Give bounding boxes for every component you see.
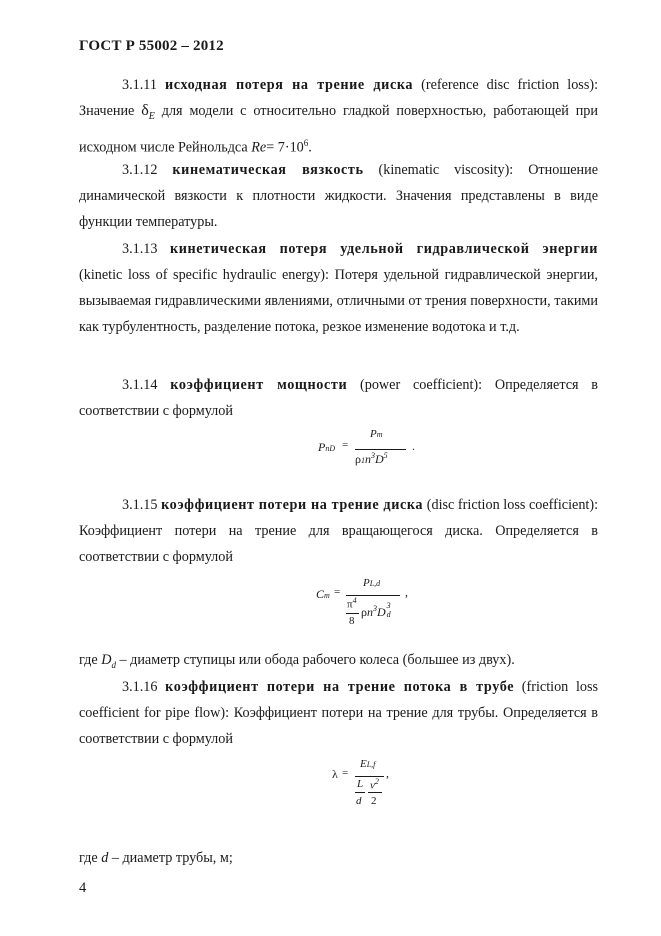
definition-text: для модели с относительно гладкой поверхностью, работающей (161, 103, 569, 119)
definition-text: при исходном числе Рейнольдса (79, 103, 598, 156)
formula-punctuation: , (405, 585, 408, 599)
formula-power-coefficient (318, 428, 428, 468)
formula-symbol: P (363, 577, 370, 589)
formula-exponent: 2 (374, 777, 379, 786)
note-text: – диаметр ступицы или обода рабочего колеса (большее из двух). (119, 652, 515, 668)
definition-text: Отношение динамической вязкости к плотности жидкости. Значения представлены в виде функции температуры. (79, 162, 599, 230)
reynolds-value: = 7·10 (266, 139, 304, 156)
definition-text: Коэффициент потери на трение для вращающегося диска. Определяется в соответствии с формулой (79, 523, 598, 565)
formula-subscript: L,d (369, 579, 381, 588)
formula-subscript: 1 (361, 456, 365, 465)
reynolds-exponent: 6 (303, 137, 309, 148)
formula-exponent: 3 (371, 451, 375, 460)
formula-symbol: v (370, 779, 375, 792)
note-pipe-diameter (79, 845, 598, 871)
definition-text: Определяется в соответствии с формулой (79, 377, 599, 419)
english-term: (reference disc friction loss): (421, 77, 599, 93)
english-term: (disc friction loss coefficient): (426, 497, 599, 513)
delta-subscript: E (148, 110, 155, 122)
formula-subscript: nD (325, 444, 336, 453)
formula-symbol: D (375, 452, 384, 466)
fraction-bar (368, 792, 382, 793)
lambda-symbol: λ (332, 767, 338, 781)
formula-subscript: m (376, 430, 383, 439)
fraction-bar (355, 792, 365, 793)
term: коэффициент потери на трение потока в трубе (165, 679, 515, 695)
formula-disc-friction (316, 577, 426, 633)
fraction-bar (346, 613, 359, 614)
pi-symbol: π (347, 598, 353, 611)
note-symbol: D (101, 652, 112, 668)
formula-exponent: 3 (373, 604, 377, 613)
fraction-bar (355, 449, 406, 450)
formula-subscript: m (324, 591, 330, 600)
section-3-1-15 (79, 492, 598, 570)
section-3-1-11 (79, 72, 598, 161)
section-number: 3.1.15 (122, 497, 158, 513)
formula-pipe-friction (332, 758, 412, 814)
term: кинематическая вязкость (172, 162, 364, 178)
section-number: 3.1.14 (122, 377, 158, 393)
formula-equals: = (342, 767, 349, 779)
formula-symbol: n (365, 452, 371, 466)
section-3-1-16 (79, 674, 598, 752)
formula-symbol: C (316, 587, 325, 601)
formula-symbol: P (370, 428, 377, 440)
term: исходная потеря на трение диска (164, 77, 414, 93)
sentence-end: . (308, 139, 312, 156)
formula-symbol: d (356, 795, 362, 807)
page-number: 4 (79, 880, 87, 896)
reynolds-symbol: Re (251, 139, 267, 156)
formula-symbol: D (377, 605, 386, 619)
formula-punctuation: , (386, 766, 389, 780)
formula-exponent: 3 (386, 601, 391, 610)
english-term: (friction loss coefficient for pipe flow): (79, 679, 599, 721)
section-number: 3.1.12 (122, 162, 158, 178)
note-symbol: d (101, 850, 109, 866)
formula-equals: = (334, 586, 341, 598)
note-subscript: d (111, 659, 116, 670)
section-number: 3.1.11 (122, 77, 157, 93)
formula-exponent: 4 (352, 596, 357, 605)
definition-text: Потеря удельной гидравлической энергии, вызываемая гидравлическими явлениями, отличными от трения поверхности, такими как турбулентность, разделение потока, резкое изменение водотока и т.д. (79, 267, 598, 335)
formula-equals: = (342, 439, 349, 451)
section-number: 3.1.13 (122, 241, 158, 257)
section-3-1-13 (79, 236, 598, 340)
term: коэффициент мощности (170, 377, 348, 393)
formula-symbol: E (360, 758, 367, 770)
note-prefix: где (79, 652, 98, 668)
formula-symbol: n (367, 605, 373, 619)
term: коэффициент потери на трение диска (161, 497, 424, 513)
formula-subscript: d (386, 610, 391, 619)
formula-subscript: L,f (366, 760, 376, 769)
section-number: 3.1.16 (122, 679, 158, 695)
note-prefix: где (79, 850, 98, 866)
delta-symbol: δ (141, 102, 149, 119)
note-text: – диаметр трубы, м; (111, 850, 233, 866)
formula-symbol: L (357, 778, 364, 790)
formula-punctuation: . (412, 439, 415, 453)
term: кинетическая потеря удельной гидравлической энергии (169, 241, 599, 257)
english-term: (power coefficient): (360, 377, 483, 393)
definition-text: Коэффициент потери на трение для трубы. Определяется в соответствии с формулой (79, 705, 599, 747)
formula-symbol: ρ (355, 452, 361, 466)
formula-exponent: 5 (383, 451, 388, 460)
formula-number: 2 (371, 795, 377, 807)
english-term: (kinematic viscosity): (378, 162, 514, 178)
formula-symbol: ρ (361, 605, 367, 619)
formula-number: 8 (349, 615, 355, 627)
section-3-1-14 (79, 372, 598, 424)
english-term: (kinetic loss of specific hydraulic energy): (79, 267, 329, 283)
section-3-1-12 (79, 157, 598, 235)
definition-text: Значение (79, 103, 135, 119)
formula-symbol: P (318, 440, 326, 454)
page-header: ГОСТ Р 55002 – 2012 (79, 38, 224, 54)
